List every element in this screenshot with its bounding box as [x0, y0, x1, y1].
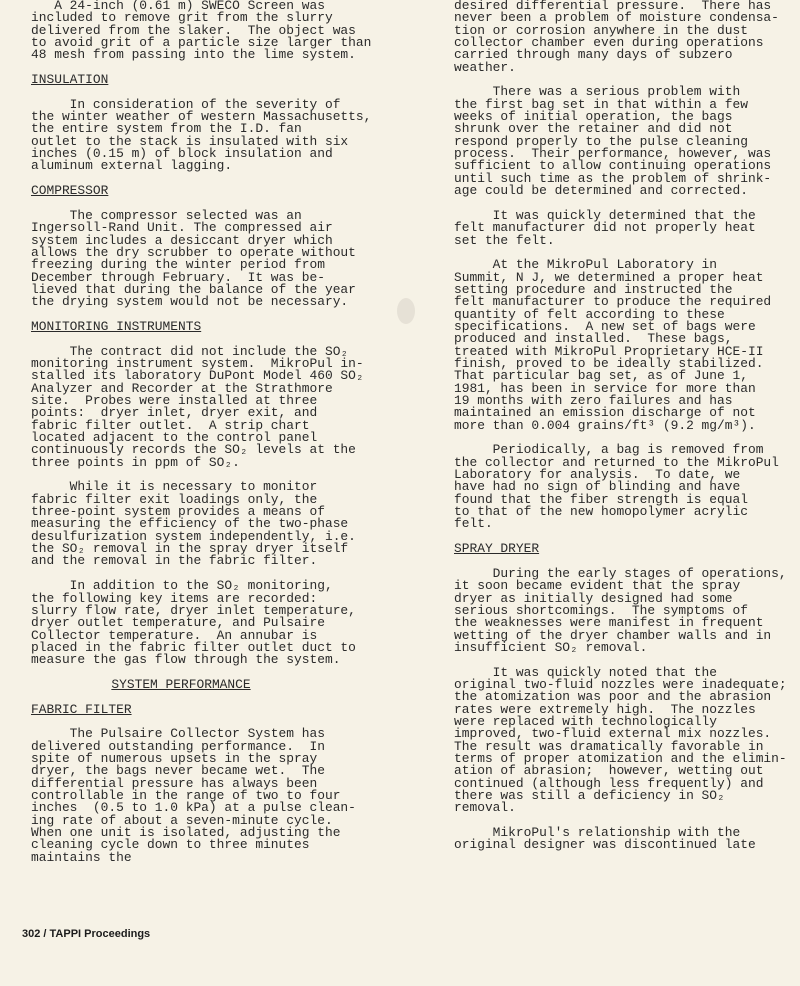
periodic-analysis-paragraph: Periodically, a bag is removed from the collector and returned to the MikroPul Laboratory for analysis. To date, we have had no sign of blinding and have found that the fiber strength is equal to that of the new homopolymer acrylic felt. — [454, 442, 779, 532]
continued-paragraph: desired differential pressure. There has never been a problem of moisture condensa- tion or corrosion anywhere in the dust collector chamber even during operations carried through many days of subzero weather. — [454, 0, 779, 75]
monitoring-heading: MONITORING INSTRUMENTS — [31, 318, 202, 334]
compressor-heading: COMPRESSOR — [31, 183, 109, 199]
spray-dryer-paragraph-3: MikroPul's relationship with the original designer was discontinued late — [454, 825, 756, 853]
bag-shrink-paragraph: There was a serious problem with the first bag set in that within a few weeks of initial operation, the bags shrunk over the retainer and did not respond properly to the pulse cleaning process. Their performance, however, was sufficient to allow continuing operations until such time as the problem of shrink- age could be determined and corrected. — [454, 84, 772, 199]
compressor-paragraph: The compressor selected was an Ingersoll-Rand Unit. The compressed air system includes a desiccant dryer which allows the dry scrubber to operate without freezing during the winter period from December through February. It was be- lieved that during the balance of the year the drying system would not be necessary. — [31, 207, 356, 310]
insulation-paragraph: In consideration of the severity of the winter weather of western Massachusetts, the entire system from the I.D. fan outlet to the stack is insulated with six inches (0.15 m) of block insulation and aluminum external lagging. — [31, 96, 372, 174]
system-performance-heading: SYSTEM PERFORMANCE — [111, 676, 251, 692]
monitoring-paragraph-3: In addition to the SO₂ monitoring, the following key items are recorded: slurry flow rate, dryer inlet temperature, dryer outlet temperature, and Pulsaire Collector temperature. An annubar is placed in the fabric filter outlet duct to measure the gas flow through the system. — [31, 578, 356, 668]
page-folio: 302 / TAPPI Proceedings — [22, 928, 151, 940]
intro-paragraph: A 24-inch (0.61 m) SWECO Screen was included to remove grit from the slurry delivered from the slaker. The object was to avoid grit of a particle size larger than 48 mesh from passing into the lime system. — [31, 0, 372, 63]
left-column — [31, 0, 371, 876]
laboratory-paragraph: At the MikroPul Laboratory in Summit, N J, we determined a proper heat setting procedure and instructed the felt manufacturer to produce the required quantity of felt according to these specifications. A new set of bags were produced and installed. These bags, treated with MikroPul Proprietary HCE-II finish, proved to be ideally stabilized. That particular bag set, as of June 1, 1981, has been in service for more than 19 months with zero failures and has maintained an emission discharge of not more than 0.004 grains/ft³ (9.2 mg/m³). — [454, 257, 772, 433]
fabric-filter-paragraph: The Pulsaire Collector System has delivered outstanding performance. In spite of numerous upsets in the spray dryer, the bags never became wet. The differential pressure has always been controllable in the range of two to four inches (0.5 to 1.0 kPa) at a pulse clean- ing rate of about a seven-minute cycle. When one unit is isolated, adjusting the cleaning cycle down to three minutes maintains the — [31, 726, 356, 865]
monitoring-paragraph-2: While it is necessary to monitor fabric filter exit loadings only, the three-point system provides a means of measuring the efficiency of the two-phase desulfurization system independently, i.e. the SO₂ removal in the spray dryer itself and the removal in the fabric filter. — [31, 479, 356, 569]
felt-paragraph: It was quickly determined that the felt manufacturer did not properly heat set the felt. — [454, 207, 756, 248]
right-column — [454, 0, 787, 864]
spray-dryer-heading: SPRAY DRYER — [454, 541, 540, 557]
monitoring-paragraph-1: The contract did not include the SO₂ monitoring instrument system. MikroPul in- stalled its laboratory DuPont Model 460 SO₂ Analyzer and Recorder at the Strathmore site. Probes were installed at three points: dryer inlet, dryer exit, and fabric filter outlet. A strip chart located adjacent to the control panel continuously records the SO₂ levels at the three points in ppm of SO₂. — [31, 343, 364, 470]
insulation-heading: INSULATION — [31, 72, 109, 88]
fabric-filter-heading: FABRIC FILTER — [31, 701, 132, 717]
spray-dryer-paragraph-1: During the early stages of operations, it soon became evident that the spray dryer as initially designed had some serious shortcomings. The symptoms of the weaknesses were manifest in frequent wetting of the dryer chamber walls and in insufficient SO₂ removal. — [454, 565, 787, 655]
spray-dryer-paragraph-2: It was quickly noted that the original two-fluid nozzles were inadequate; the atomization was poor and the abrasion rates were extremely high. The nozzles were replaced with technologically improved, two-fluid external mix nozzles. The result was dramatically favorable in terms of proper atomization and the elimin- ation of abrasion; however, wetting out continued (although less frequently) and there was still a deficiency in SO₂ removal. — [454, 664, 787, 816]
paper-blemish — [397, 298, 415, 324]
